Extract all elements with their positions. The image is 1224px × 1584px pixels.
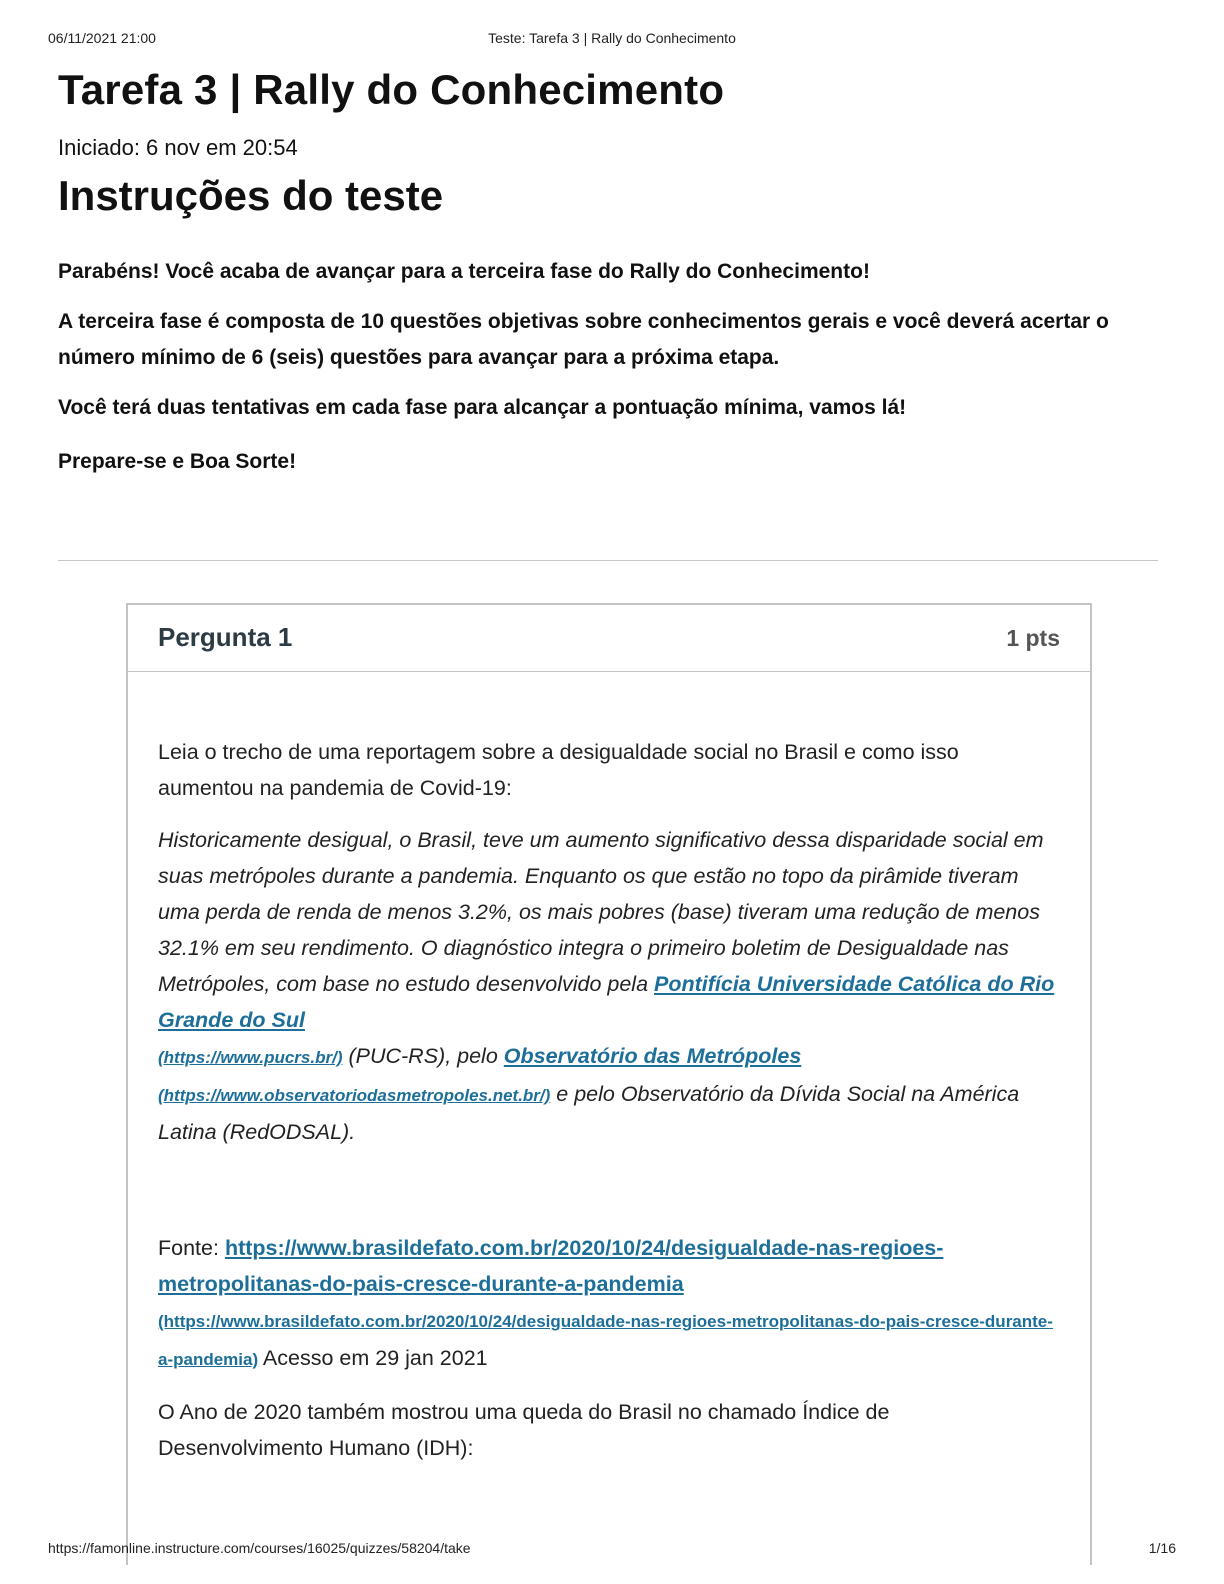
started-timestamp: Iniciado: 6 nov em 20:54 [58, 135, 298, 160]
excerpt-text: Historicamente desigual, o Brasil, teve um aumento significativo dessa disparidade social em suas metrópoles durante a pandemia. Enquanto os que estão no topo da pirâmide tiveram uma perda de renda de menos 3.2%, os mais pobres (base) tiveram uma redução de menos 32.1% em seu rendimento. O diagnóstico integra o primeiro boletim de Desigualdade nas Metrópoles, com base no estudo desenvolvido pela [158, 828, 1044, 996]
question-body [128, 672, 1090, 1466]
question-intro: Leia o trecho de uma reportagem sobre a desigualdade social no Brasil e como isso aumentou na pandemia de Covid-19: [158, 740, 959, 800]
section-divider [58, 560, 1158, 561]
question-excerpt [158, 822, 1060, 1150]
instruction-paragraph: Você terá duas tentativas em cada fase para alcançar a pontuação mínima, vamos lá! [58, 396, 907, 419]
question-number: Pergunta 1 [158, 622, 293, 652]
print-datetime: 06/11/2021 21:00 [48, 30, 156, 46]
instructions [58, 254, 1158, 480]
link-observatorio[interactable]: Observatório das Metrópoles [503, 1044, 802, 1068]
question-closing: O Ano de 2020 também mostrou uma queda do Brasil no chamado Índice de Desenvolvimento Humano (IDH): [158, 1400, 890, 1460]
instructions-title: Instruções do teste [58, 172, 444, 219]
excerpt-text: e pelo Observatório da Dívida Social na América Latina (RedODSAL). [158, 1082, 1020, 1144]
source-link-url[interactable]: (https://www.brasildefato.com.br/2020/10/24/desigualdade-nas-regioes-metropolitanas-do-pais-cresce-durante-a-pandemia) [158, 1312, 1053, 1369]
question-source [158, 1230, 1060, 1378]
quiz-title: Tarefa 3 | Rally do Conhecimento [58, 66, 725, 113]
instruction-paragraph: A terceira fase é composta de 10 questões objetivas sobre conhecimentos gerais e você deverá acertar o número mínimo de 6 (seis) questões para avançar para a próxima etapa. [58, 310, 1109, 369]
question-card [126, 603, 1092, 1565]
print-page-number: 1/16 [1148, 1540, 1176, 1556]
instruction-paragraph: Parabéns! Você acaba de avançar para a terceira fase do Rally do Conhecimento! [58, 260, 870, 283]
quiz-content [58, 62, 1158, 480]
print-url: https://famonline.instructure.com/courses/16025/quizzes/58204/take [48, 1540, 471, 1556]
question-points: 1 pts [1006, 625, 1060, 651]
source-label: Fonte: [158, 1236, 225, 1260]
link-pucrs[interactable]: Pontifícia Universidade Católica do Rio Grande do Sul [158, 972, 1055, 1032]
print-footer [48, 1540, 1176, 1560]
print-page-title: Teste: Tarefa 3 | Rally do Conhecimento [488, 30, 736, 46]
link-observatorio-url[interactable]: (https://www.observatoriodasmetropoles.net.br/) [158, 1086, 551, 1105]
link-pucrs-url[interactable]: (https://www.pucrs.br/) [158, 1048, 343, 1067]
print-header [48, 30, 1176, 50]
instruction-paragraph: Prepare-se e Boa Sorte! [58, 450, 297, 473]
source-access: Acesso em 29 jan 2021 [258, 1346, 488, 1370]
question-header [128, 605, 1090, 672]
excerpt-text: (PUC-RS), pelo [342, 1044, 504, 1068]
source-link[interactable]: https://www.brasildefato.com.br/2020/10/24/desigualdade-nas-regioes-metropolitanas-do-pais-cresce-durante-a-pandemia [158, 1236, 944, 1296]
